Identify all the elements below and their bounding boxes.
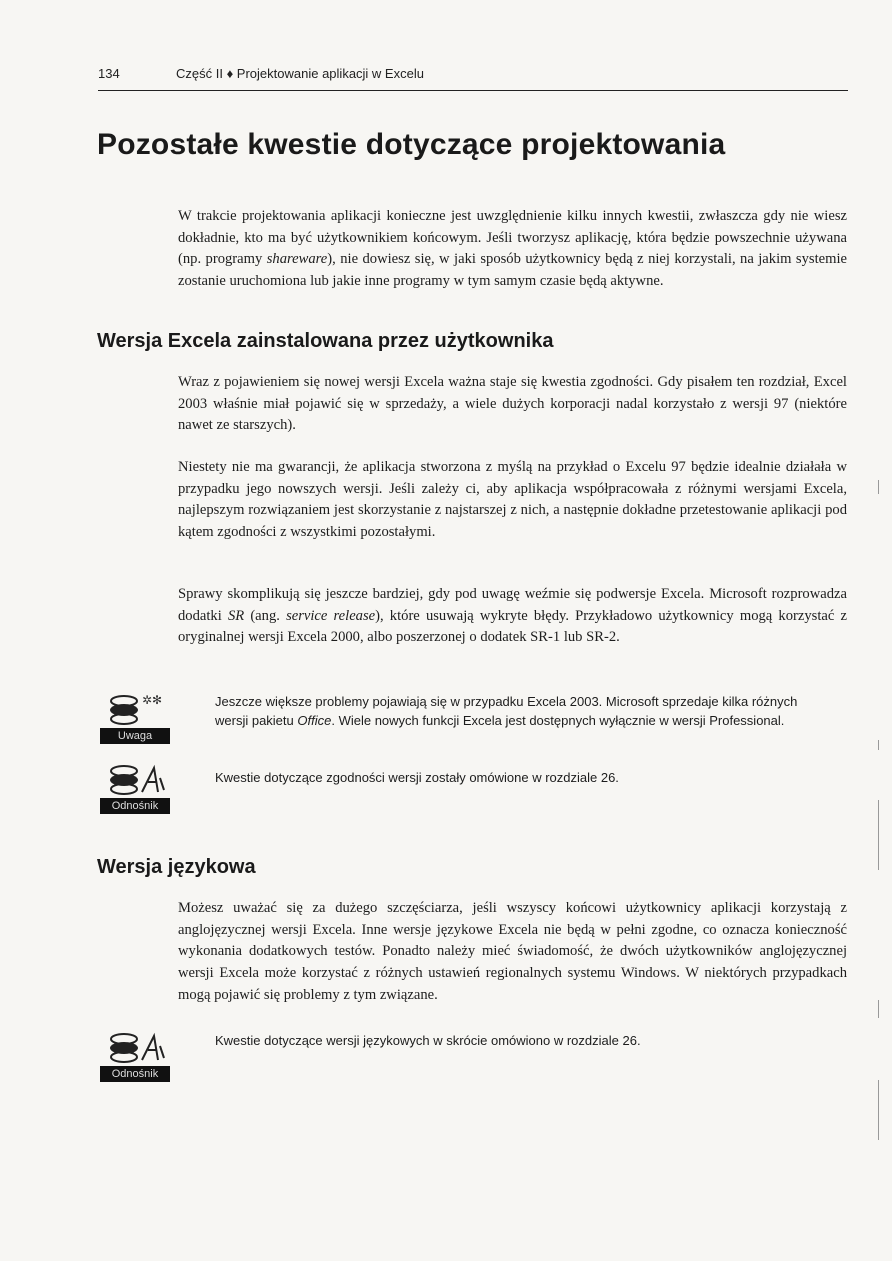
p3-text-a: Sprawy skomplikują się jeszcze bardziej, gdy pod uwagę weźmie się podwersje Excela. Microsoft rozprowadza dodatki [178,586,847,624]
note-uwaga-text-a: Jeszcze większe problemy pojawiają się w przypadku Excela 2003. Microsoft sprzedaje kilka różnych wersji pakietu [215,694,798,728]
note-icon-uwaga [100,690,170,744]
note-label-ref-1: Odnośnik [100,798,170,814]
header-rule [98,90,848,91]
note-uwaga-icon [104,690,166,728]
p3-emphasis-sr: SR [227,607,245,624]
scan-margin-mark [878,800,879,870]
scan-margin-mark [878,480,879,494]
note-uwaga-text-b: . Wiele nowych funkcji Excela jest dostępnych wyłącznie w wersji Professional. [331,712,785,728]
section-heading-language: Wersja językowa [97,856,256,878]
note-icon-ref-1 [100,760,170,814]
svg-text:✲✻: ✲✻ [142,693,163,707]
running-title: Część II ♦ Projektowanie aplikacji w Excelu [176,66,424,81]
intro-text-tail: ), nie dowiesz się, w jaki sposób użytkownicy będą z niej korzystali, na jakim systemie zostanie uruchomiona lub jakie inne programy w tym samym czasie będą aktywne. [178,251,847,290]
p3-text-c: ), które usuwają wykryte błędy. Przykładowo użytkownicy mogą korzystać z oryginalnej wersji Excela 2000, albo poszerzonej o dodatek SR-1 lub SR-2. [178,607,847,646]
note-text-ref-2: Kwestie dotyczące wersji językowych w skrócie omówiono w rozdziale 26. [215,1033,641,1048]
note-uwaga-emphasis: Office [297,712,332,728]
scan-margin-mark [878,740,879,750]
running-header [98,64,848,86]
page-title: Pozostałe kwestie dotyczące projektowania [97,128,726,161]
p3-emphasis-release: service release [286,607,376,624]
page-number: 134 [98,66,120,81]
note-label-ref-2: Odnośnik [100,1066,170,1082]
scan-margin-mark [878,1000,879,1018]
p3-text-b: (ang. [250,607,280,624]
section1-paragraph-2: Niestety nie ma gwarancji, że aplikacja stworzona z myślą na przykład o Excelu 97 będzie idealnie działała w przypadku jego nowszych wersji. Jeśli zależy ci, aby aplikacja współpracowała z różnymi wersjami Excela, najlepszym rozwiązaniem jest skorzystanie z najstarszej z nich, a następnie dokładne przetestowanie aplikacji pod kątem zgodności z wszystkimi pozostałymi. [178,459,847,541]
intro-text: W trakcie projektowania aplikacji konieczne jest uwzględnienie kilku innych kwestii, zwłaszcza gdy nie wiesz dokładnie, kto ma być użytkownikiem końcowym. Jeśli tworzysz aplikację, która będzie powszechnie używana (np. programy [178,208,847,268]
section-heading-version: Wersja Excela zainstalowana przez użytkownika [97,330,554,352]
section1-paragraph-1: Wraz z pojawieniem się nowej wersji Excela ważna staje się kwestia zgodności. Gdy pisałem ten rozdział, Excel 2003 właśnie miał pojawić się w sprzedaży, a wiele dużych korporacji nadal korzystało z wersji 97 (niektóre nawet ze starszych). [178,374,847,434]
section1-paragraph-3 [178,584,847,649]
intro-paragraph [178,206,847,293]
intro-emphasis: shareware [266,251,328,268]
note-label-uwaga: Uwaga [100,728,170,744]
section2-paragraph-1: Możesz uważać się za dużego szczęściarza, jeśli wszyscy końcowi użytkownicy aplikacji korzystają z anglojęzycznej wersji Excela. Inne wersje językowe Excela nie będą w pełni zgodne, co oznacza konieczność wykonania dodatkowych testów. Ponadto należy mieć świadomość, że dwóch użytkowników anglojęzycznej wersji Excela może korzystać z różnych ustawień regionalnych systemu Windows. W niektórych przypadkach mogą pojawić się problemy z tym związane. [178,900,847,1003]
reference-icon [104,1028,166,1066]
reference-icon [104,760,166,798]
note-icon-ref-2 [100,1028,170,1082]
note-text-uwaga [215,693,815,730]
scan-margin-mark [878,1080,879,1140]
note-text-ref-1: Kwestie dotyczące zgodności wersji zostały omówione w rozdziale 26. [215,770,619,785]
